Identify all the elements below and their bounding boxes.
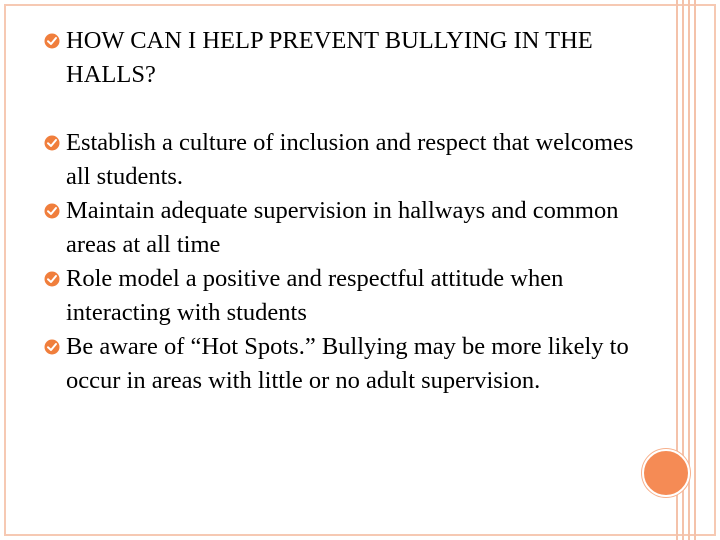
- circled-checkmark-icon: [44, 271, 60, 287]
- circled-checkmark-icon: [44, 339, 60, 355]
- circled-checkmark-icon: [44, 33, 60, 49]
- slide-content: [44, 24, 634, 398]
- slide-heading: [44, 24, 634, 92]
- circled-checkmark-icon: [44, 203, 60, 219]
- bullet-text: Be aware of “Hot Spots.” Bullying may be more likely to occur in areas with little or no adult supervision.: [66, 333, 629, 394]
- circled-checkmark-icon: [44, 135, 60, 151]
- bullet-item: [44, 330, 634, 398]
- bullet-text: Maintain adequate supervision in hallways and common areas at all time: [66, 197, 619, 258]
- orange-circle-decoration: [642, 449, 690, 497]
- bullet-text: Establish a culture of inclusion and respect that welcomes all students.: [66, 129, 634, 190]
- bullet-item: [44, 194, 634, 262]
- bullet-text: Role model a positive and respectful attitude when interacting with students: [66, 265, 564, 326]
- bullet-item: [44, 262, 634, 330]
- bullet-item: [44, 126, 634, 194]
- heading-text: HOW CAN I HELP PREVENT BULLYING IN THE HALLS?: [66, 27, 593, 88]
